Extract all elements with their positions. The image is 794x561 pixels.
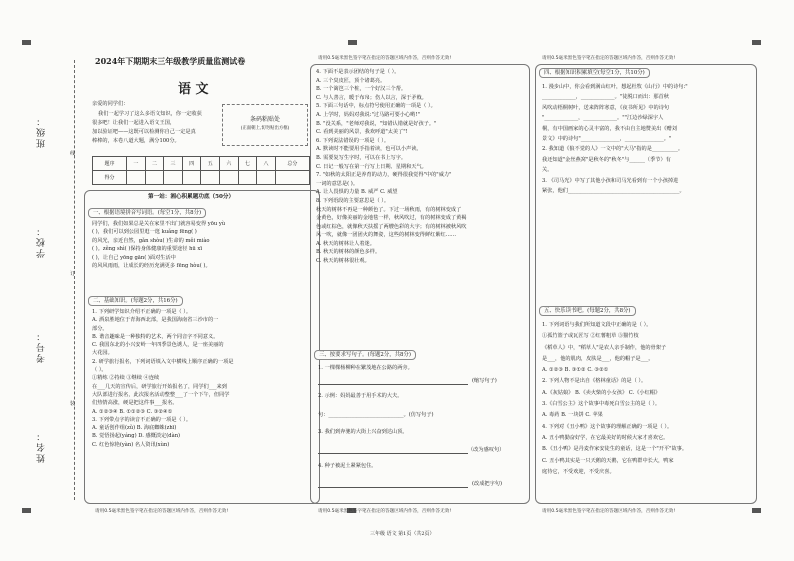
greeting-line: 棒棒的，本卷八道大题，满分100分。 <box>92 138 180 144</box>
question-line: B. 谐音趣味是一种独特的艺术，两个同音字不同意义。 <box>92 333 219 340</box>
question-line: 3.《白雪公主》这个故事中毒死白雪公主的是（ ）。 <box>542 401 661 408</box>
col2-questions <box>316 68 524 266</box>
answer-line[interactable] <box>318 487 468 488</box>
question-line: 风吹动梧桐树叶，送来阵阵寒意，《夜书所见》中的诗句 <box>542 104 670 111</box>
cut-label: 订 <box>70 271 76 277</box>
score-cell[interactable] <box>257 171 276 185</box>
score-cell[interactable] <box>127 171 146 185</box>
question-line: 我还知道"金丝燕窝"是秋冬的"秋冬"与______（季节）有 <box>542 156 671 163</box>
score-cell[interactable] <box>182 171 201 185</box>
score-cell[interactable] <box>220 171 239 185</box>
score-header: 五 <box>201 157 220 171</box>
exam-title: 2024年下期期末三年级教学质量监测试卷 <box>95 56 246 66</box>
question-line: B. 觉悟扬起(yáng) D. 感慨淡定(dàn) <box>92 433 181 440</box>
question-line: 3. 《司马光》中写了其他小孩和司马光看到有一个小孩掉进 <box>542 177 679 184</box>
question-line: 7. "如秋的太阳正是养育的动力，硬得很我觉得"中的"威力" <box>316 172 452 179</box>
score-cell[interactable] <box>145 171 164 185</box>
question-line: 在___几天的宣传后，研学旅行开始报名了，同学们___来到 <box>92 383 227 390</box>
question-line: A. 让人畏惧的力量 B. 威严 C. 威望 <box>316 189 398 196</box>
question-line: A. 酒泉胜地位于青海西北部，是我国海南省三沙市的一 <box>92 317 219 324</box>
section-5-body <box>542 320 750 478</box>
score-cell[interactable] <box>275 171 309 185</box>
question-line: 大队部进行报名，此次报名活动整整___了一个下午，但同学 <box>92 391 230 398</box>
greeting-line: 加以验证吧——这既可以检测你自己一定是真 <box>92 129 196 135</box>
corner-mark <box>752 40 761 45</box>
question-line: 紧张，他们___________________________________________。 <box>542 188 685 195</box>
page-footer: 三年级 语文 第1页（共2页） <box>370 531 435 537</box>
notice-bottom-col1: 请用0.5毫米黑色签字笔在指定的答题区域内作答，否则作答无效! <box>95 509 229 514</box>
question-line: A. 三个臭皮匠，顶个诸葛亮。 <box>316 77 386 84</box>
question-line: 部分。 <box>92 325 108 332</box>
question-line: A. 毒药 B. 一块饼 C. 苹果 <box>542 412 603 419</box>
question-line: 4. 下面不是表示团结的句子是（ ）。 <box>316 69 400 75</box>
question-line: 2. 下列人物不是出自《格林童话》的是（ ）。 <box>542 378 647 385</box>
pinyin-line: ( )，我们可以到公园里逛一逛 kuǎng fēng( ) <box>92 229 197 236</box>
pinyin-line: ( )。zěng shì( )保持身体健康的重要途径 hū xī <box>92 246 202 253</box>
corner-mark <box>22 40 31 45</box>
question-line: 1. 漫步山中，你会看到满山红叶，想起杜牧《山行》中的诗句:" <box>542 84 688 90</box>
barcode-area <box>222 104 308 146</box>
pinyin-line: 的风光，亲近自然，gǎn shòu( )生命的 měi miào <box>92 237 210 244</box>
sentence-q1-type: (缩写句子) <box>472 378 497 384</box>
question-line: B. 一个篱笆三个桩，一个好汉三个帮。 <box>316 86 407 93</box>
barcode-title: 条码粘贴处 <box>249 116 280 123</box>
sentence-q4: 4. 种子被泥土紧紧包住。 <box>318 463 377 469</box>
question-line: C. 我国东北的小兴安岭一年四季景色诱人，是一座美丽的 <box>92 342 224 349</box>
pinyin-line: 同学们，我们如果总是关在家里不出门就容易变得 yōu yù <box>92 221 226 227</box>
question-line: 《稻草人》中，"稻草人"是农人亲手制作，他的骨架子 <box>542 344 667 351</box>
question-line: （ ）。 <box>92 367 107 374</box>
score-header: 总分 <box>275 157 309 171</box>
barcode-note: (正面朝上,切勿贴出方框) <box>240 126 290 131</box>
sentence-q2-answer[interactable]: 句：_____________________________。(仿写句子) <box>318 412 434 418</box>
question-line: C. 红色惊艳(yàn) 名人资讯(xùn) <box>92 441 170 448</box>
section-3-title: 三、按要求写句子。(每题2分，共8分) <box>314 350 416 360</box>
question-line: 6. 下列说法错误的一项是（ ）。 <box>316 137 390 144</box>
question-line: A. 丑小鸭勤奋好学，在它最美好的时候大家才喜欢它。 <box>542 434 669 441</box>
question-line: 是___，他的肌肉，皮肤是___，他的帽子是___。 <box>542 355 654 362</box>
section-2-title: 二、基础知识。(每题2分，共16分) <box>88 296 183 306</box>
section-4-body <box>542 82 750 196</box>
notice-top-col2: 请用0.5毫米黑色签字笔在指定的答题区域内作答，否则作答无效! <box>318 56 452 61</box>
question-line: 8. 下列语段的主要意思是（ ）。 <box>316 197 390 204</box>
question-line: 1. 下列研学知识介绍不正确的一项是（ ）。 <box>92 309 192 315</box>
score-row-label: 得分 <box>93 171 127 185</box>
question-line: A. 默读时不能要用手指着读，也可以小声读。 <box>316 146 422 153</box>
question-line: 大花园。 <box>92 350 113 357</box>
question-line: 们热情高涨，硬是把这件事___报名。 <box>92 400 178 407</box>
score-header: 题序 <box>93 157 127 171</box>
question-line: 庭待它，不受欢迎，不受庆喜。 <box>542 468 615 475</box>
question-line: B. 需要复写生字时，可以在书上写字。 <box>316 154 407 161</box>
class-label: 班级： <box>37 115 47 148</box>
question-line: ①孤竹篮子或瓦匠写 ②红薯粗草 ③猫竹枝 <box>542 333 639 340</box>
question-line: 5. 下面三句话中，标点符号使用正确的一项是（ ）。 <box>316 103 436 110</box>
section-1-body <box>92 220 312 270</box>
score-cell[interactable] <box>238 171 257 185</box>
passage-line: 风一吹，就像一团团火的舞姿，这些的树林变得鲜红紫红…… <box>316 232 457 239</box>
question-line: 3. 下列带点字的读音不正确的一项是（ ）。 <box>92 416 192 423</box>
score-header: 六 <box>220 157 239 171</box>
question-line: 一词的意思是( )。 <box>316 180 359 187</box>
question-line: B.《丑小鸭》是丹麦作家安徒生的童话，这是一个"开平"故事。 <box>542 446 688 453</box>
binding-line <box>74 60 75 500</box>
section-4-title: 四、根据知识积累填空(每空1分，共10分) <box>539 68 650 78</box>
question-line: "_____________，_____________。""江边沙绿深宇人 <box>542 115 664 122</box>
score-cell[interactable] <box>201 171 220 185</box>
score-header: 七 <box>238 157 257 171</box>
section-5-title: 五、快乐读书吧。(每题2分，共8分) <box>539 306 636 316</box>
corner-mark <box>22 508 31 513</box>
score-header: 一 <box>127 157 146 171</box>
question-line: C. 秋天的树林很壮观。 <box>316 258 370 265</box>
corner-mark <box>348 40 357 45</box>
notice-bottom-col3: 请用0.5毫米黑色签字笔在指定的答题区域内作答，否则作答无效! <box>542 509 676 514</box>
question-line: A. 童话创作组(zǔ) B. 海底蜘蛛(zhī) <box>92 425 177 432</box>
question-line: ①精练 ②持续 ③继续 ④连续 <box>92 375 160 382</box>
section-1-title: 一、根据语境拼音写词语。(每空1分，共8分) <box>88 208 206 218</box>
sentence-q1: 1. 一棵棵杨柳种在繁茂地在公路的两旁。 <box>318 365 413 371</box>
section-2-body <box>92 308 314 449</box>
question-line: C. 看到美丽的风景，我欢呼道"太美了"! <box>316 129 408 136</box>
pinyin-line: 的风风雨雨，让成长的经历充满更多 fēng hòu( )。 <box>92 263 211 270</box>
answer-line[interactable] <box>318 384 468 385</box>
greeting-line: 很多吧！让我们一起进入语文王国， <box>92 120 176 126</box>
pinyin-line: ( )，让自己 yōng gān( )面对生活中 <box>92 254 176 261</box>
question-line: 1. 下列词语与我们所知道文段中正确的是（ ）。 <box>542 322 652 328</box>
score-cell[interactable] <box>164 171 183 185</box>
question-line: B. 秋天的树林的颜色多样。 <box>316 249 381 256</box>
cut-label: 装 <box>70 401 76 407</box>
subject-title: 语 文 <box>178 82 209 97</box>
question-line: 2. 我知道《狼不觉的人》一文中的"大马"指的是__________。 <box>542 146 684 153</box>
question-line: C. 与人善言，暖于布帛；伤人以言，深于矛戟。 <box>316 94 427 101</box>
score-header: 二 <box>145 157 164 171</box>
score-header: 四 <box>182 157 201 171</box>
greeting-line: 我们一起学习了这么多语文知识，你一定收获 <box>98 111 202 117</box>
question-line: _____________，_____________。"徒脱口而出：那首秋 <box>542 94 669 101</box>
notice-top-col3: 请用0.5毫米黑色签字笔在指定的答题区域内作答，否则作答无效! <box>542 56 676 61</box>
notice-bottom-col2: 请用0.5毫米黑色签字笔在指定的答题区域内作答，否则作答无效! <box>318 509 452 514</box>
sentence-q3: 3. 我们到奔驰的大街上兴奋到达山顶。 <box>318 429 408 435</box>
question-line: B. "没关系，"老师对我说，"知错认错就是好孩子。" <box>316 120 437 127</box>
question-line: 4. 下列对《丑小鸭》这个故事的理解正确的一项是（ ）。 <box>542 423 673 430</box>
greeting-salute: 亲爱的同学们： <box>92 101 129 107</box>
question-line: A. 秋天的树林让人着迷。 <box>316 240 375 247</box>
question-line: A. 上学时，妈妈对我说:"过马路可要小心哟!" <box>316 111 420 118</box>
corner-mark <box>752 508 761 513</box>
answer-line[interactable] <box>318 453 468 454</box>
question-line: C. 日记一般写在第一行写上日期、星期和天气。 <box>316 163 427 170</box>
passage-line: 色或红棕色，就像秋天扶摇了两艘色彩的大字；有的树林被秋风吹 <box>316 223 467 230</box>
name-label: 姓名： <box>37 430 47 463</box>
exam-number-label: 考号： <box>37 330 47 363</box>
sentence-q4-type: (改成把字句) <box>472 481 502 487</box>
score-table <box>92 156 310 185</box>
school-label: 学校： <box>37 225 47 258</box>
question-line: C. 丑小鸭其实是一只天鹅的天鹅，它在鸭群中长大，鸭家 <box>542 457 674 464</box>
station-title: 第一站：湘心积累题功底（50分） <box>148 194 235 200</box>
question-line: A. ①②③④ B. ①①②③ C. ③②④① <box>92 408 173 415</box>
score-header: 八 <box>257 157 276 171</box>
question-line: A.《灰姑娘》 B.《卖火柴的小女孩》 C.《小红帽》 <box>542 389 661 396</box>
question-line: A. ①②③ B. ③①② C. ③②① <box>542 367 609 374</box>
question-line: 景文》中的诗句"_______________，_______________。" <box>542 136 672 143</box>
question-line: 2. 研学旅行报名，下列词语填入文中横线上顺序正确的一项是 <box>92 358 234 365</box>
passage-line: 秋天的树林不再是一种颜色了。下过一场秋雨，有的树林变成了 <box>316 206 462 213</box>
passage-line: 金黄色，好像美丽的金地毯一样，秋风吹过，有的树林变成了黄褐 <box>316 215 467 222</box>
question-line: 桐，有中国画家的心灵丰富的，我不由自主地赞美出《赠刘 <box>542 125 677 132</box>
sentence-q2: 2. 示例：妈妈最善于用手术的大夫。 <box>318 393 403 399</box>
score-header: 三 <box>164 157 183 171</box>
cut-label: 线 <box>70 151 76 157</box>
sentence-q3-type: （改为感叹句） <box>468 447 505 453</box>
question-line: 关。 <box>542 167 553 174</box>
